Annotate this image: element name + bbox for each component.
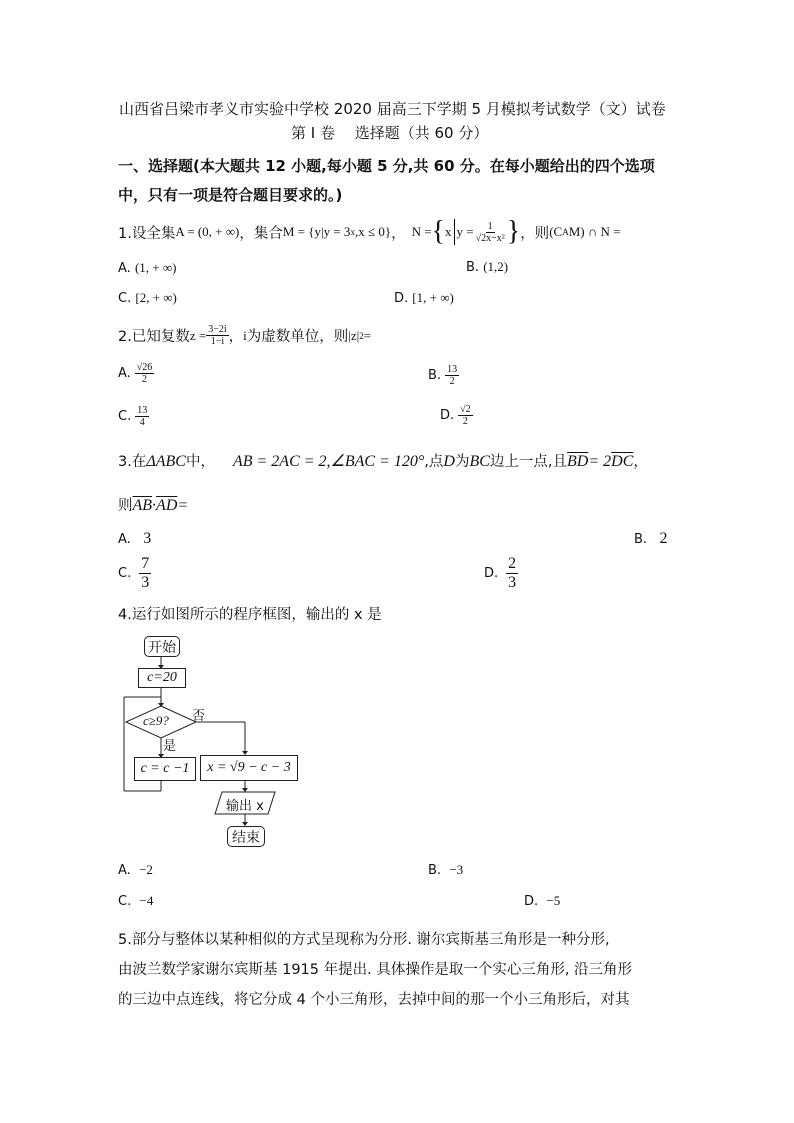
q1-prefix: 1.设全集 bbox=[118, 225, 176, 242]
q3-triangle: ΔABC bbox=[146, 453, 186, 470]
q1-setA: A = (0, + ∞) bbox=[175, 224, 240, 239]
q3-wei: 为 bbox=[454, 454, 470, 470]
q3-cdot: · bbox=[152, 497, 157, 514]
q1-brace-right: } bbox=[506, 216, 521, 247]
q3-eq3: = bbox=[177, 497, 189, 514]
q2-eq: = bbox=[363, 327, 372, 343]
q1-setM2: ,x ≤ 0} bbox=[354, 224, 392, 239]
q3-D: D bbox=[443, 453, 455, 470]
flow-condition: c≥9? bbox=[143, 713, 169, 728]
flow-yes-label: 是 bbox=[163, 739, 177, 754]
question-5-line2: 由波兰数学家谢尔宾斯基 1915 年提出. 具体操作是取一个实心三角形, 沿三角形 bbox=[118, 962, 633, 978]
q3-option-a: A. 3 bbox=[118, 530, 152, 547]
q4-option-a: A. −2 bbox=[118, 862, 153, 878]
q2-mid: ， bbox=[228, 329, 244, 345]
q1-setN-x: x bbox=[445, 224, 452, 239]
q3-eq2: = 2 bbox=[588, 453, 612, 470]
q3-BC: BC bbox=[469, 453, 490, 470]
q1-option-d: D. [1, + ∞) bbox=[394, 290, 454, 306]
flow-start: 开始 bbox=[144, 636, 180, 657]
q1-fraction: $\frac{1}{\text{√2x−x²}}$ bbox=[475, 220, 505, 244]
q1-setN1: N = bbox=[411, 224, 432, 239]
q3-end: ， bbox=[633, 454, 648, 470]
q3-ze: 则 bbox=[118, 498, 133, 514]
q1-comma: ， bbox=[391, 225, 406, 242]
flow-output: 输出 x bbox=[226, 799, 264, 814]
q2-prefix: 2.已知复数 bbox=[118, 329, 190, 345]
q2-sup: 2 bbox=[359, 330, 364, 341]
q3-bian: 边上一点,且 bbox=[489, 454, 568, 470]
q4-option-d: D. −5 bbox=[524, 893, 561, 909]
q1-setM: M = {y|y = 3 bbox=[282, 224, 351, 239]
q1-tail: ，则 bbox=[520, 225, 550, 242]
flow-no-label: 否 bbox=[192, 709, 206, 724]
q1-option-b: B. (1,2) bbox=[466, 259, 509, 275]
q1-sup: x bbox=[350, 227, 355, 237]
q3-zhong: 中， bbox=[185, 454, 215, 470]
q3-vec-AB: $\overline{AB}$ bbox=[132, 497, 153, 514]
q1-setN-y: y = bbox=[456, 224, 474, 239]
part-intro-line1: 一、选择题(本大题共 12 小题,每小题 5 分,共 60 分。在每小题给出的四个选项 bbox=[118, 157, 655, 175]
q2-expr: |z| bbox=[348, 327, 360, 343]
document-title: 山西省吕梁市孝义市实验中学校 2020 届高三下学期 5 月模拟考试数学（文）试卷 bbox=[119, 100, 666, 118]
q1-sub: A bbox=[562, 227, 569, 237]
q3-dot: ,点 bbox=[424, 454, 444, 470]
q4-option-c: C. −4 bbox=[118, 893, 154, 909]
section-title: 第 I 卷 选择题（共 60 分） bbox=[291, 124, 489, 142]
q1-expr2: M) ∩ N = bbox=[568, 224, 621, 239]
part-intro-line2: 中，只有一项是符合题目要求的。) bbox=[118, 186, 343, 204]
flow-calculate: x = √9 − c − 3 bbox=[200, 755, 298, 781]
q3-option-c: C. $\frac{7}{3}$ bbox=[118, 555, 150, 591]
q2-i: i bbox=[243, 327, 247, 343]
q1-expr: (C bbox=[549, 224, 563, 239]
flow-decrement: c = c −1 bbox=[134, 757, 196, 781]
q1-option-a: A. (1, + ∞) bbox=[118, 260, 177, 276]
q3-condition: AB = 2AC = 2,∠BAC = 120° bbox=[232, 453, 425, 470]
question-5-line1: 5.部分与整体以某种相似的方式呈现称为分形. 谢尔宾斯基三角形是一种分形, bbox=[118, 932, 610, 948]
question-4: 4.运行如图所示的程序框图，输出的 x 是 bbox=[118, 607, 382, 623]
q1-option-c: C. [2, + ∞) bbox=[118, 290, 177, 306]
question-5-line3: 的三边中点连线，将它分成 4 个小三角形，去掉中间的那一个小三角形后，对其 bbox=[118, 992, 630, 1008]
q4-option-b: B. −3 bbox=[428, 862, 464, 878]
q3-vec-BD: $\overline{BD}$ bbox=[567, 453, 589, 470]
q2-mid2: 为虚数单位，则 bbox=[246, 329, 349, 345]
q1-brace-left: { bbox=[431, 216, 445, 247]
q2-z: z = bbox=[189, 327, 207, 343]
q3-option-b: B. 2 bbox=[634, 530, 668, 547]
flow-init: c=20 bbox=[138, 668, 186, 688]
q2-option-a: A. $\frac{√26}{2}$ bbox=[118, 362, 153, 385]
q3-vec-AD: $\overline{AD}$ bbox=[156, 497, 178, 514]
q2-fraction: $\frac{3-2i}{1-i}$ bbox=[208, 324, 227, 347]
q3-prefix: 3.在 bbox=[118, 454, 147, 470]
q2-option-c: C. $\frac{13}{4}$ bbox=[118, 405, 148, 428]
q2-option-d: D. $\frac{√2}{2}$ bbox=[440, 404, 471, 427]
q2-option-b: B. $\frac{13}{2}$ bbox=[428, 364, 458, 387]
flow-end: 结束 bbox=[227, 826, 265, 847]
q1-mid: ，集合 bbox=[239, 225, 283, 242]
q3-option-d: D. $\frac{2}{3}$ bbox=[484, 555, 517, 591]
q3-vec-DC: $\overline{DC}$ bbox=[611, 453, 634, 470]
